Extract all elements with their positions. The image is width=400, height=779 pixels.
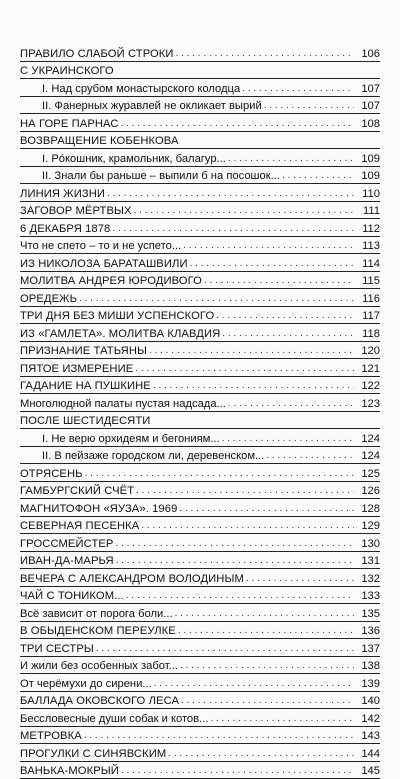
toc-entry-title: ТРИ ДНЯ БЕЗ МИШИ УСПЕНСКОГО <box>20 310 215 322</box>
dot-leader <box>210 713 354 725</box>
toc-entry <box>20 217 380 235</box>
toc-entry <box>20 392 380 410</box>
dot-leader <box>112 223 354 235</box>
dot-leader <box>121 118 354 130</box>
toc-entry <box>20 200 380 218</box>
toc-entry-page: 136 <box>354 625 380 637</box>
toc-entry-title: 6 ДЕКАБРЯ 1878 <box>20 222 111 235</box>
dot-leader <box>180 660 354 672</box>
toc-entry <box>20 602 380 620</box>
toc-entry-page: 109 <box>354 153 380 165</box>
dot-leader <box>246 573 354 585</box>
toc-entry-page: 139 <box>354 678 380 690</box>
toc-entry-title: Многолюдной палаты пустая надсада... <box>20 397 226 410</box>
toc-entry-title: ОТРЯСЕНЬ <box>20 467 83 480</box>
toc-entry <box>20 480 380 498</box>
dot-leader <box>79 293 354 305</box>
toc-entry <box>20 742 380 760</box>
toc-entry-title: ИЗ «ГАМЛЕТА». МОЛИТВА КЛАВДИЯ <box>20 327 221 340</box>
toc-entry <box>20 270 380 288</box>
dot-leader <box>266 450 354 462</box>
dot-leader <box>178 625 354 637</box>
toc-entry-page: 113 <box>354 240 380 252</box>
toc-entry-page: 124 <box>354 450 380 462</box>
toc-entry-title: ПРАВИЛО СЛАБОЙ СТРОКИ <box>20 47 174 60</box>
toc-entry-title: I. Не верю орхидеям и бегониям... <box>20 433 222 445</box>
toc-entry <box>20 77 380 95</box>
toc-entry-page: 133 <box>354 590 380 602</box>
toc-entry-title: ГРОССМЕЙСТЕР <box>20 537 114 550</box>
toc-entry-page: 112 <box>354 223 380 235</box>
toc-entry-title: ПРИЗНАНИЕ ТАТЬЯНЫ <box>20 345 148 357</box>
toc-entry <box>20 375 380 393</box>
toc-entry <box>20 130 380 148</box>
toc-entry-title: И жили без особенных забот... <box>20 660 178 672</box>
dot-leader <box>85 468 354 480</box>
toc-entry-page: 143 <box>354 730 380 742</box>
toc-entry <box>20 252 380 270</box>
toc-entry-title: ПРОГУЛКИ С СИНЯВСКИМ <box>20 747 167 760</box>
toc-entry-title: МЕТРОВКА <box>20 730 82 742</box>
table-of-contents <box>20 42 380 777</box>
toc-entry <box>20 585 380 603</box>
toc-entry-page: 137 <box>354 643 380 655</box>
toc-entry <box>20 445 380 463</box>
toc-entry <box>20 637 380 655</box>
toc-entry <box>20 620 380 638</box>
toc-entry-page: 110 <box>354 188 380 200</box>
toc-entry <box>20 672 380 690</box>
toc-entry-page: 129 <box>354 520 380 532</box>
toc-entry <box>20 707 380 725</box>
toc-entry-title: ЛИНИЯ ЖИЗНИ <box>20 187 106 200</box>
toc-entry-title: ИВАН-ДА-МАРЬЯ <box>20 555 114 567</box>
toc-entry-title: II. Знали бы раньше – выпили б на посошок... <box>20 170 282 182</box>
toc-entry-title: Бессловесные души собак и котов... <box>20 712 209 725</box>
dot-leader <box>175 608 354 620</box>
toc-entry <box>20 462 380 480</box>
toc-entry-title: Всё зависит от порога боли... <box>20 607 173 620</box>
toc-entry <box>20 550 380 568</box>
dot-leader <box>204 275 354 287</box>
dot-leader <box>228 398 354 410</box>
dot-leader <box>242 83 354 95</box>
toc-entry-page: 117 <box>354 310 380 322</box>
toc-entry-page: 106 <box>354 48 380 60</box>
toc-entry <box>20 532 380 550</box>
dot-leader <box>141 520 354 532</box>
dot-leader <box>134 205 354 217</box>
dot-leader <box>136 485 354 497</box>
dot-leader <box>107 188 354 200</box>
toc-entry <box>20 497 380 515</box>
toc-entry <box>20 690 380 708</box>
toc-entry-page: 121 <box>354 363 380 375</box>
toc-entry-page: 114 <box>354 258 380 270</box>
toc-entry-title: I. Рóкошник, крамольник, балагур... <box>20 153 228 165</box>
toc-entry-page: 125 <box>354 468 380 480</box>
toc-entry-page: 138 <box>354 660 380 672</box>
toc-entry-title: II. В пейзаже городском ли, деревенском... <box>20 450 266 462</box>
toc-entry <box>20 182 380 200</box>
toc-entry <box>20 147 380 165</box>
toc-entry-page: 144 <box>354 748 380 760</box>
toc-entry-title: ГАДАНИЕ НА ПУШКИНЕ <box>20 380 151 392</box>
dot-leader <box>222 328 354 340</box>
dot-leader <box>183 240 354 252</box>
toc-entry-page: 131 <box>354 555 380 567</box>
dot-leader <box>190 258 354 270</box>
toc-entry-title: Что не спето – то и не успето... <box>20 240 182 252</box>
dot-leader <box>181 695 354 707</box>
dot-leader <box>264 100 354 112</box>
toc-entry <box>20 42 380 60</box>
dot-leader <box>222 433 354 445</box>
toc-entry-page: 122 <box>354 380 380 392</box>
toc-entry <box>20 235 380 253</box>
toc-entry-title: НА ГОРЕ ПАРНАС <box>20 117 119 130</box>
toc-entry <box>20 95 380 113</box>
toc-entry-page: 115 <box>354 275 380 287</box>
toc-entry <box>20 60 380 78</box>
dot-leader <box>228 153 354 165</box>
dot-leader <box>121 765 354 777</box>
toc-entry-page: 130 <box>354 538 380 550</box>
toc-entry-page: 140 <box>354 695 380 707</box>
toc-entry <box>20 357 380 375</box>
toc-entry <box>20 410 380 428</box>
toc-entry-page: 135 <box>354 608 380 620</box>
toc-entry-title: II. Фанерных журавлей не окликает вырий <box>20 100 264 112</box>
toc-entry-page: 128 <box>354 503 380 515</box>
dot-leader <box>168 748 354 760</box>
toc-entry-page: 124 <box>354 433 380 445</box>
toc-entry <box>20 427 380 445</box>
toc-entry <box>20 340 380 358</box>
toc-entry-title: I. Над срубом монастырского колодца <box>20 83 242 95</box>
toc-entry-page: 123 <box>354 398 380 410</box>
toc-entry-title: ИЗ НИКОЛОЗА БАРАТАШВИЛИ <box>20 257 188 270</box>
toc-entry-title: ЗАГОВОР МЁРТВЫХ <box>20 205 132 217</box>
dot-leader <box>282 170 354 182</box>
dot-leader <box>116 555 354 567</box>
toc-entry <box>20 305 380 323</box>
toc-entry-title: ВАНЬКА-МОКРЫЙ <box>20 765 119 777</box>
toc-entry-title: ВОЗВРАЩЕНИЕ КОБЕНКОВА <box>20 135 179 147</box>
toc-entry <box>20 655 380 673</box>
toc-entry-title: СЕВЕРНАЯ ПЕСЕНКА <box>20 520 140 532</box>
toc-entry-page: 120 <box>354 345 380 357</box>
dot-leader <box>153 380 354 392</box>
toc-entry-page: 107 <box>354 83 380 95</box>
toc-entry-page: 132 <box>354 573 380 585</box>
dot-leader <box>126 590 354 602</box>
toc-entry-page: 108 <box>354 118 380 130</box>
toc-entry-title: ПОСЛЕ ШЕСТИДЕСЯТИ <box>20 415 151 427</box>
toc-entry-page: 145 <box>354 765 380 777</box>
toc-entry <box>20 515 380 533</box>
toc-entry-title: ОРЕДЕЖЬ <box>20 292 78 305</box>
toc-entry-title: С УКРАИНСКОГО <box>20 65 114 77</box>
toc-entry-title: МАГНИТОФОН «ЯУЗА». 1969 <box>20 502 178 515</box>
toc-entry-page: 111 <box>354 205 380 217</box>
dot-leader <box>154 678 354 690</box>
toc-entry-title: МОЛИТВА АНДРЕЯ ЮРОДИВОГО <box>20 275 202 287</box>
toc-entry <box>20 165 380 183</box>
toc-entry <box>20 287 380 305</box>
toc-entry-title: От черёмухи до сирени... <box>20 677 152 690</box>
dot-leader <box>179 503 354 515</box>
toc-entry-title: В ОБЫДЕНСКОМ ПЕРЕУЛКЕ <box>20 625 176 637</box>
toc-entry-title: БАЛЛАДА ОКОВСКОГО ЛЕСА <box>20 695 180 707</box>
dot-leader <box>176 48 354 60</box>
toc-entry <box>20 725 380 743</box>
toc-entry <box>20 112 380 130</box>
toc-entry-title: ТРИ СЕСТРЫ <box>20 642 94 655</box>
toc-entry-page: 116 <box>354 293 380 305</box>
dot-leader <box>149 345 354 357</box>
toc-entry <box>20 322 380 340</box>
toc-entry-page: 107 <box>354 100 380 112</box>
toc-entry-page: 142 <box>354 713 380 725</box>
toc-entry-title: ЧАЙ С ТОНИКОМ... <box>20 590 124 602</box>
dot-leader <box>135 363 354 375</box>
toc-entry <box>20 760 380 778</box>
toc-entry <box>20 567 380 585</box>
dot-leader <box>96 643 354 655</box>
toc-entry-page: 126 <box>354 485 380 497</box>
toc-entry-title: ВЕЧЕРА С АЛЕКСАНДРОМ ВОЛОДИНЫМ <box>20 572 244 585</box>
dot-leader <box>216 310 354 322</box>
toc-entry-title: ПЯТОЕ ИЗМЕРЕНИЕ <box>20 362 134 375</box>
toc-entry-title: ГАМБУРГСКИЙ СЧЁТ <box>20 485 135 497</box>
toc-entry-page: 118 <box>354 328 380 340</box>
dot-leader <box>116 538 355 550</box>
toc-entry-page: 109 <box>354 170 380 182</box>
